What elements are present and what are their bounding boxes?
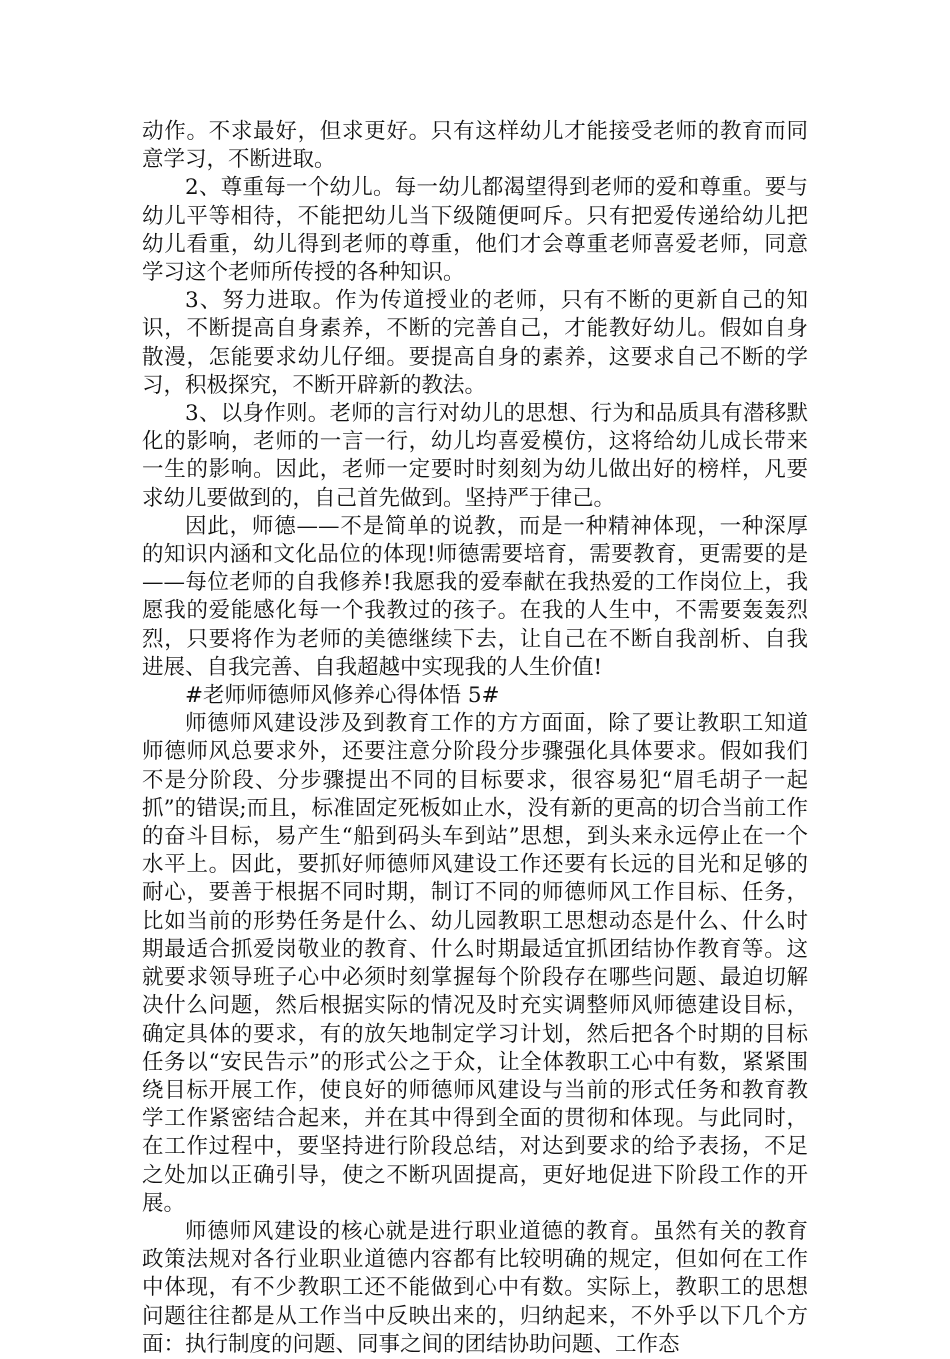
paragraph: 因此，师德——不是简单的说教，而是一种精神体现，一种深厚的知识内涵和文化品位的体现!师德需要培育，需要教育，更需要的是——每位老师的自我修养!我愿我的爱奉献在我热爱的工作岗位上，我愿我的爱能感化每一个我教过的孩子。在我的人生中，不需要轰轰烈烈，只要将作为老师的美德继续下去，让自己在不断自我剖析、自我进展、自我完善、自我超越中实现我的人生价值! (142, 513, 808, 680)
paragraph: 3、以身作则。老师的言行对幼儿的思想、行为和品质具有潜移默化的影响，老师的一言一行，幼儿均喜爱模仿，这将给幼儿成长带来一生的影响。因此，老师一定要时时刻刻为幼儿做出好的榜样，凡要求幼儿要做到的，自己首先做到。坚持严于律己。 (142, 401, 808, 511)
paragraph: 动作。不求最好，但求更好。只有这样幼儿才能接受老师的教育而同意学习，不断进取。 (142, 119, 808, 173)
paragraph: 3、努力进取。作为传道授业的老师，只有不断的更新自己的知识，不断提高自身素养，不断的完善自己，才能教好幼儿。假如自身散漫，怎能要求幼儿仔细。要提高自身的素养，这要求自己不断的学习，积极探究，不断开辟新的教法。 (142, 288, 808, 398)
paragraph: 师德师风建设涉及到教育工作的方方面面，除了要让教职工知道师德师风总要求外，还要注意分阶段分步骤强化具体要求。假如我们不是分阶段、分步骤提出不同的目标要求，很容易犯“眉毛胡子一起抓”的错误;而且，标准固定死板如止水，没有新的更高的切合当前工作的奋斗目标，易产生“船到码头车到站”思想，到头来永远停止在一个水平上。因此，要抓好师德师风建设工作还要有长远的目光和足够的耐心，要善于根据不同时期，制订不同的师德师风工作目标、任务，比如当前的形势任务是什么、幼儿园教职工思想动态是什么、什么时期最适合抓爱岗敬业的教育、什么时期最适宜抓团结协作教育等。这就要求领导班子心中必须时刻掌握每个阶段存在哪些问题、最迫切解决什么问题，然后根据实际的情况及时充实调整师风师德建设目标，确定具体的要求，有的放矢地制定学习计划，然后把各个时期的目标任务以“安民告示”的形式公之于众，让全体教职工心中有数，紧紧围绕目标开展工作，使良好的师德师风建设与当前的形式任务和教育教学工作紧密结合起来，并在其中得到全面的贯彻和体现。与此同时，在工作过程中，要坚持进行阶段总结，对达到要求的给予表扬，不足之处加以正确引导，使之不断巩固提高，更好地促进下阶段工作的开展。 (142, 711, 808, 1216)
paragraph: 师德师风建设的核心就是进行职业道德的教育。虽然有关的教育政策法规对各行业职业道德内容都有比较明确的规定，但如何在工作中体现，有不少教职工还不能做到心中有数。实际上，教职工的思想问题往往都是从工作当中反映出来的，归纳起来，不外乎以下几个方面：执行制度的问题、同事之间的团结协助问题、工作态 (142, 1218, 808, 1357)
document-page (142, 118, 808, 1359)
section-heading: #老师师德师风修养心得体悟 5# (185, 683, 500, 709)
paragraph: 2、尊重每一个幼儿。每一幼儿都渴望得到老师的爱和尊重。要与幼儿平等相待，不能把幼儿当下级随便呵斥。只有把爱传递给幼儿把幼儿看重，幼儿得到老师的尊重，他们才会尊重老师喜爱老师，同意学习这个老师所传授的各种知识。 (142, 175, 808, 286)
